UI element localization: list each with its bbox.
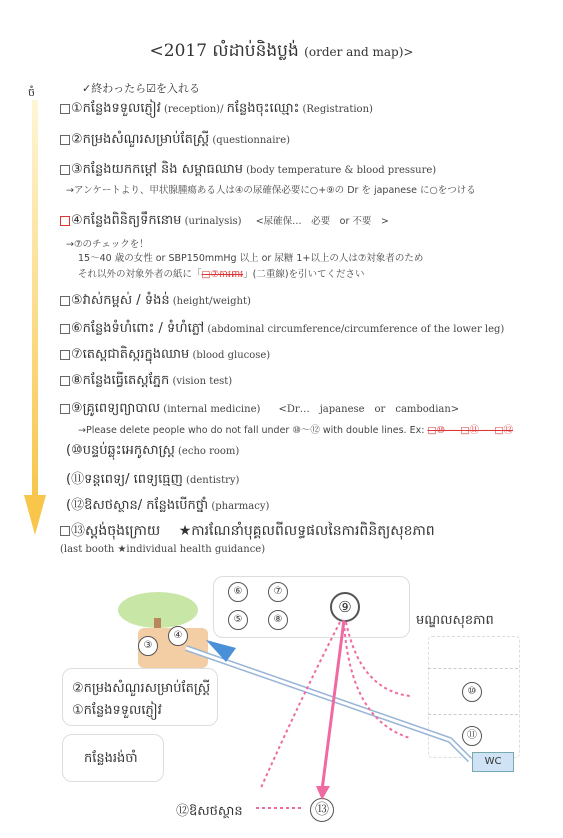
note-target: 15～40 歳の女性 or SBP150mmHg 以上 or 尿糖 1+以上の人は⑦対象者のため (78, 253, 424, 264)
room-3: ③ (138, 636, 158, 656)
room-6: ⑥ (228, 582, 248, 602)
room-8: ⑧ (268, 610, 288, 630)
list-item: ③កន្លែងយកកម្តៅ និង សម្ពាធឈាម (body temperature & blood pressure) (60, 161, 436, 180)
list-item: ②កម្រងសំណួរសម្រាប់តែស្ត្រី (questionnaire) (60, 131, 290, 150)
room-10: ⑩ (462, 682, 482, 702)
health-center-label: មណ្ឌលសុខភាព (416, 613, 494, 628)
list-item: ⑬ស្តង់ចុងក្រោយ ★ការណែនាំបុគ្គលពីលទ្ធផលនៃការពិនិត្យសុខភាព (60, 520, 435, 542)
title-en: (order and map)> (304, 45, 414, 59)
list-item: ④កន្លែងពិនិត្យទឹកនោម (urinalysis) <尿確保… 必要 or 不要 > (60, 212, 389, 231)
list-item: (⑪ទន្តពេទ្យ/ ពេទ្យធ្មេញ (dentistry) (66, 472, 240, 487)
instruction: ✓終わったら☑を入れる (82, 82, 200, 95)
list-item: ⑧កន្លែងធ្វើតេស្តភ្នែក (vision test) (60, 372, 232, 391)
wc-label: WC (472, 752, 514, 772)
questionnaire-label: ②កម្រងសំណួរសម្រាប់តែស្ត្រី (72, 681, 211, 696)
room-11: ⑪ (462, 726, 482, 746)
start-mark: ចំ (28, 86, 35, 99)
list-item: (⑫ឱសថស្ថាន/ កន្លែងបើកថ្នាំ (pharmacy) (66, 498, 270, 513)
list-item: ⑤វាស់កម្ពស់ / ទំងន់ (height/weight) (60, 292, 251, 311)
room-13: ⑬ (310, 798, 334, 822)
list-item: ⑨គ្រូពេទ្យព្យាបាល (internal medicine) <Dr… japanese or cambodian> (60, 400, 459, 419)
title-main: <2017 លំដាប់និងប្លង់ (149, 41, 299, 61)
note-strike: それ以外の対象外者の紙に「□⑦ការពារ」(二重線)を引いてください (78, 269, 365, 280)
note-delete: →Please delete people who do not fall under ⑩～⑫ with double lines. Ex: □⑩ — □⑪ — □⑫ (78, 425, 513, 436)
room-7: ⑦ (268, 582, 288, 602)
note-thyroid: →アンケートより、甲状腺腫瘍ある人は④の尿確保必要に○+⑨の Dr を japanese に○をつける (66, 185, 476, 196)
list-item: ①កន្លែងទទួលភ្ញៀវ (reception)/ កន្លែងចុះឈ្មោះ (Registration) (60, 100, 373, 119)
pharmacy-label: ⑫ឱសថស្ថាន (176, 804, 243, 819)
last-booth-en: (last booth ★individual health guidance) (60, 544, 266, 555)
list-item: ⑥កន្លែងទំហំពោះ / ទំហំភ្លៅ (abdominal circumference/circumference of the lower leg) (60, 320, 504, 339)
list-item: ⑦តេស្តជាតិស្ករក្នុងឈាម (blood glucose) (60, 346, 270, 365)
room-5: ⑤ (228, 610, 248, 630)
room-9: ⑨ (330, 592, 360, 622)
waiting-label: កន្លែងរង់ចាំ (84, 751, 138, 766)
note-check7: →⑦のチェックを！ (66, 239, 149, 250)
list-item: (⑩បន្ទប់ឆ្លុះអេកូសាស្ត្រ (echo room) (66, 443, 240, 458)
reception-label: ①កន្លែងទទួលភ្ញៀវ (72, 703, 162, 718)
room-4: ④ (168, 626, 188, 646)
